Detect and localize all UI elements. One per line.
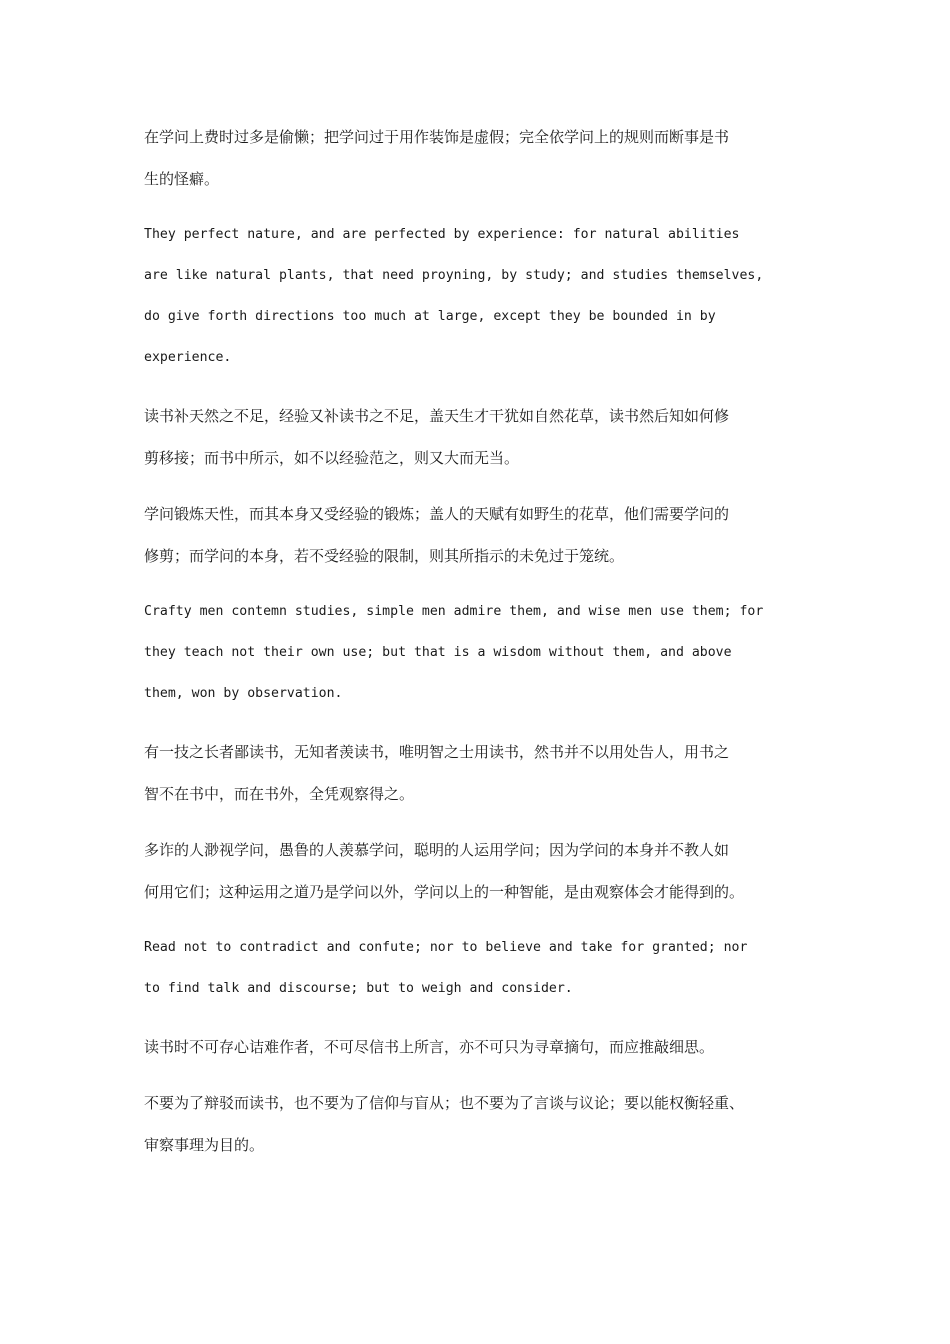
paragraph-zh-1 [144, 116, 824, 200]
text-line: 修剪；而学问的本身，若不受经验的限制，则其所指示的未免过于笼统。 [144, 547, 625, 565]
paragraph-en-1 [144, 214, 824, 378]
document-body [144, 116, 824, 1180]
text-line: 读书补天然之不足，经验又补读书之不足，盖天生才干犹如自然花草，读书然后知如何修 [144, 407, 730, 425]
text-line: 读书时不可存心诘难作者，不可尽信书上所言，亦不可只为寻章摘句，而应推敲细思。 [144, 1038, 715, 1056]
paragraph-zh-4 [144, 731, 824, 815]
paragraph-zh-6 [144, 1026, 824, 1068]
text-line: 在学问上费时过多是偷懒；把学问过于用作装饰是虚假；完全依学问上的规则而断事是书 [144, 128, 730, 146]
text-line: 何用它们；这种运用之道乃是学问以外，学问以上的一种智能，是由观察体会才能得到的。 [144, 883, 745, 901]
paragraph-zh-3 [144, 493, 824, 577]
text-line: are like natural plants, that need proyning, by study; and studies themselves, [144, 268, 764, 283]
text-line: them, won by observation. [144, 686, 343, 701]
paragraph-zh-5 [144, 829, 824, 913]
text-line: 智不在书中，而在书外，全凭观察得之。 [144, 785, 415, 803]
paragraph-zh-7 [144, 1082, 824, 1166]
text-line: 生的怪癖。 [144, 170, 220, 188]
text-line: 学问锻炼天性，而其本身又受经验的锻炼；盖人的天赋有如野生的花草，他们需要学问的 [144, 505, 730, 523]
text-line: to find talk and discourse; but to weigh and consider. [144, 981, 573, 996]
paragraph-zh-2 [144, 395, 824, 479]
text-line: Crafty men contemn studies, simple men admire them, and wise men use them; for [144, 604, 764, 619]
text-line: 剪移接；而书中所示，如不以经验范之，则又大而无当。 [144, 449, 520, 467]
text-line: Read not to contradict and confute; nor to believe and take for granted; nor [144, 940, 748, 955]
paragraph-en-2 [144, 591, 824, 714]
paragraph-en-3 [144, 927, 824, 1009]
text-line: they teach not their own use; but that is a wisdom without them, and above [144, 645, 732, 660]
text-line: 多诈的人渺视学问，愚鲁的人羡慕学问，聪明的人运用学问；因为学问的本身并不教人如 [144, 841, 730, 859]
text-line: 不要为了辩驳而读书，也不要为了信仰与盲从；也不要为了言谈与议论；要以能权衡轻重、 [144, 1094, 745, 1112]
text-line: They perfect nature, and are perfected by experience: for natural abilities [144, 227, 740, 242]
text-line: 审察事理为目的。 [144, 1136, 265, 1154]
text-line: do give forth directions too much at large, except they be bounded in by [144, 309, 716, 324]
text-line: 有一技之长者鄙读书，无知者羡读书，唯明智之士用读书，然书并不以用处告人，用书之 [144, 743, 730, 761]
text-line: experience. [144, 350, 232, 365]
